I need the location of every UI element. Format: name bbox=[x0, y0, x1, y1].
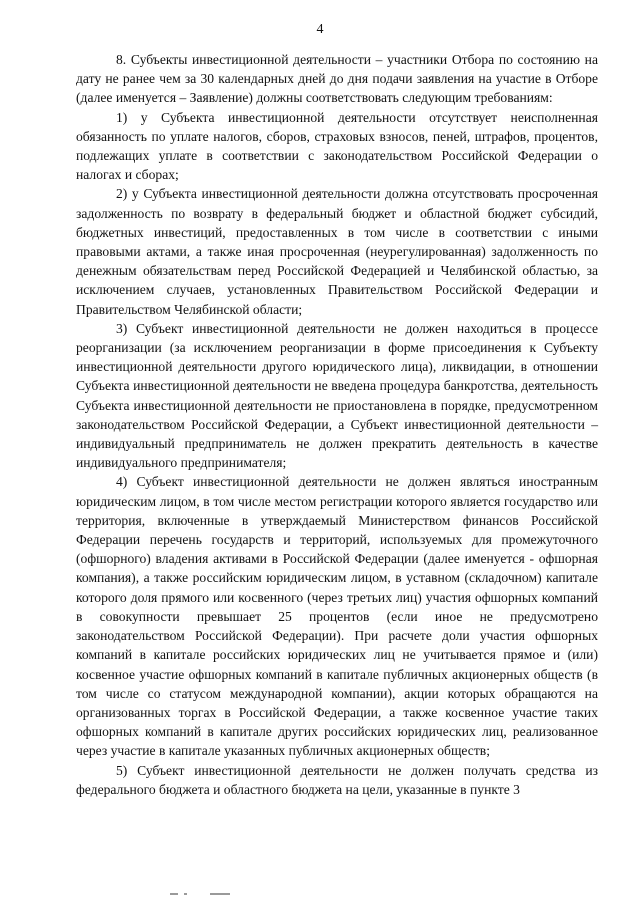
paragraph-requirement-4-offshore: 4) Субъект инвестиционной деятельности не должен являться иностранным юридическим лицом, в том числе местом регистрации которого является государство или территория, включенные в утверждаемый Министерством финансов Российской Федерации перечень государств и территорий, используемых для промежуточного (офшорного) владения активами в Российской Федерации (далее именуется - офшорная компания), а также российским юридическим лицом, в уставном (складочном) капитале которого доля прямого или косвенного (через третьих лиц) участия офшорных компаний в совокупности превышает 25 процентов (если иное не предусмотрено законодательством Российской Федерации). При расчете доли участия офшорных компаний в капитале российских юридических лиц не учитывается прямое и (или) косвенное участие офшорных компаний в капитале публичных акционерных обществ (в том числе со статусом международной компании), акции которых обращаются на организованных торгах в Российской Федерации, а также косвенное участие таких офшорных компаний в капитале других российских юридических лиц, реализованное через участие в капитале указанных публичных акционерных обществ; bbox=[76, 474, 598, 759]
paragraph-8-requirements-intro: 8. Субъекты инвестиционной деятельности – участники Отбора по состоянию на дату не ранее чем за 30 календарных дней до дня подачи заявления на участие в Отборе (далее именуется – Заявление) должны соответствовать следующим требованиям: bbox=[76, 52, 598, 106]
scan-artifact bbox=[170, 893, 240, 896]
paragraph-requirement-3-reorganization: 3) Субъект инвестиционной деятельности не должен находиться в процессе реорганизации (за исключением реорганизации в форме присоединения к Субъекту инвестиционной деятельности другого юридического лица), ликвидации, в отношении Субъекта инвестиционной деятельности не введена процедура банкротства, деятельность Субъекта инвестиционной деятельности не приостановлена в порядке, предусмотренном законодательством Российской Федерации, а Субъект инвестиционной деятельности – индивидуальный предприниматель не должен прекратить деятельность в качестве индивидуального предпринимателя; bbox=[76, 320, 598, 471]
page-number: 4 bbox=[316, 22, 324, 37]
paragraph-requirement-2-debts: 2) у Субъекта инвестиционной деятельности должна отсутствовать просроченная задолженность по возврату в федеральный бюджет и областной бюджет субсидий, бюджетных инвестиций, предоставленных в том числе в соответствии с иными правовыми актами, а также иная просроченная (неурегулированная) задолженность по денежным обязательствам перед Российской Федерацией и Челябинской областью, за исключением случаев, установленных Правительством Российской Федерации и Правительством Челябинской области; bbox=[76, 186, 598, 317]
paragraph-requirement-5-funds: 5) Субъект инвестиционной деятельности не должен получать средства из федерального бюджета и областного бюджета на цели, указанные в пункте 3 bbox=[76, 762, 598, 797]
document-body bbox=[76, 50, 598, 799]
paragraph-requirement-1-taxes: 1) у Субъекта инвестиционной деятельности отсутствует неисполненная обязанность по уплате налогов, сборов, страховых взносов, пеней, штрафов, процентов, подлежащих уплате в соответствии с законодательством Российской Федерации о налогах и сборах; bbox=[76, 109, 598, 183]
